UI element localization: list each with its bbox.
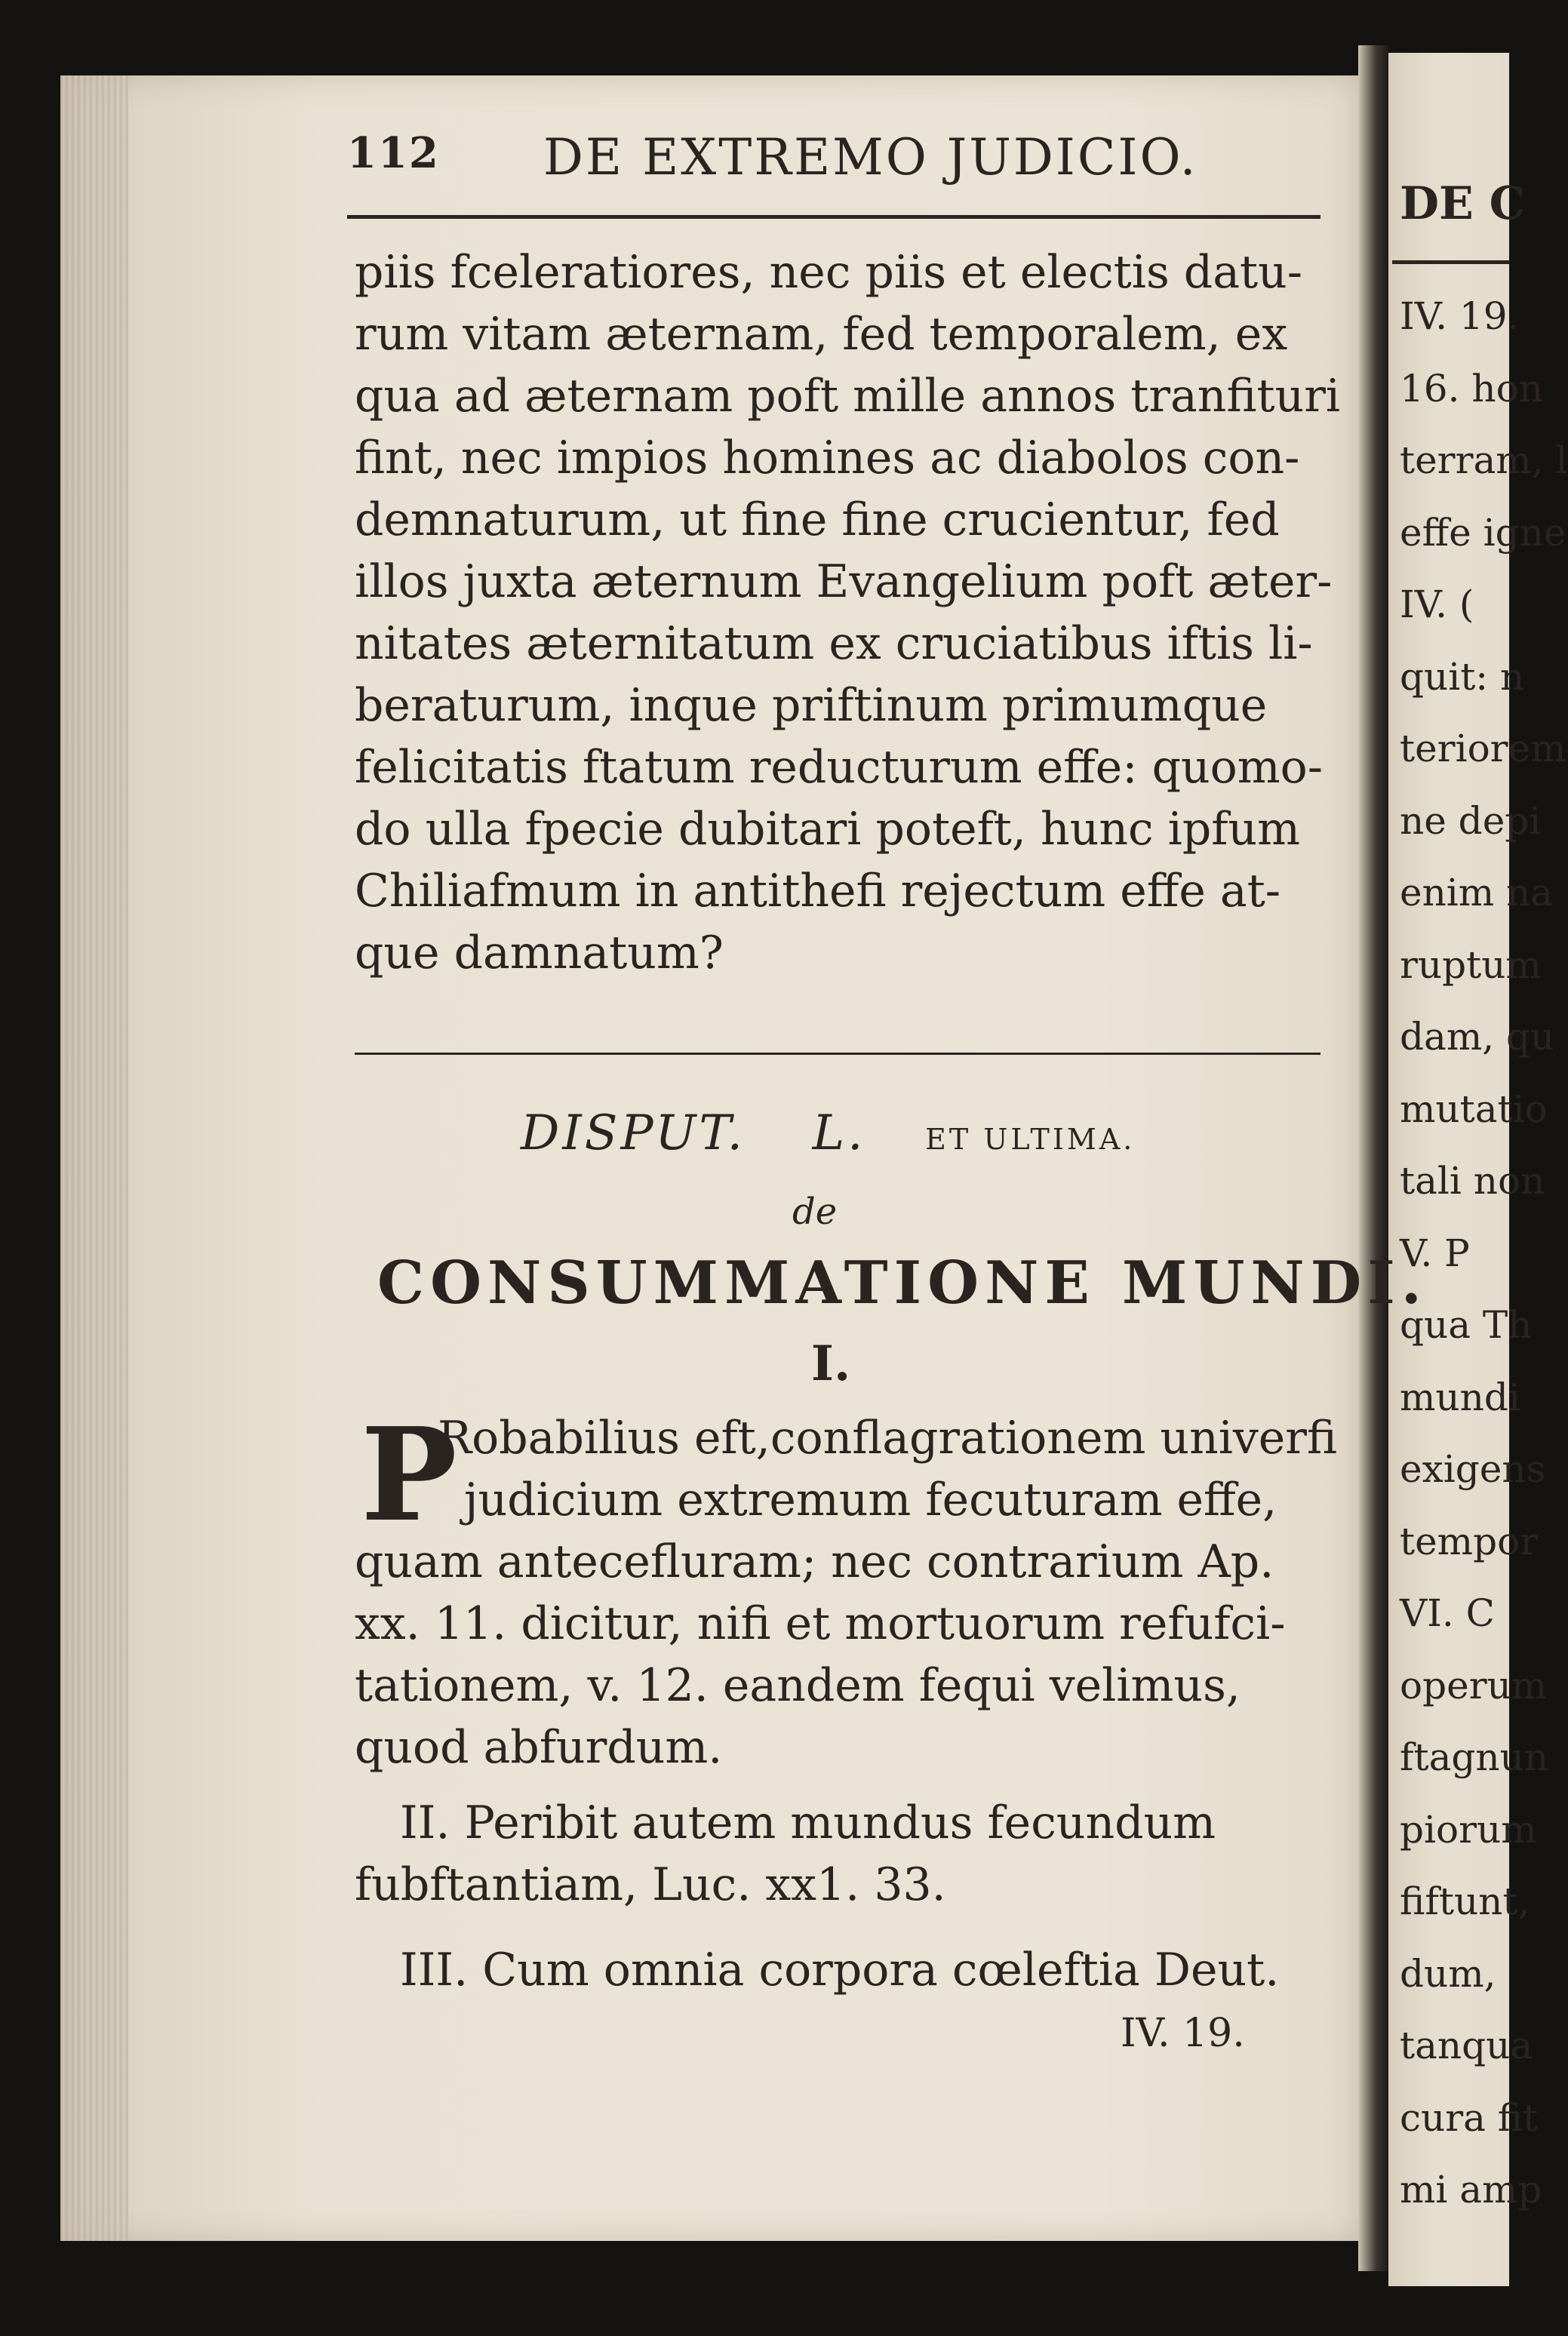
text-line: fint, nec impios homines ac diabolos con-	[355, 432, 1300, 484]
text-line: Robabilius eft,conflagrationem univerfi	[438, 1412, 1338, 1465]
text-line: beraturum, inque priftinum primumque	[355, 679, 1268, 732]
disput-label: DISPUT.	[521, 1105, 746, 1161]
right-page-line: teriorem	[1400, 727, 1566, 770]
running-title: DE EXTREMO JUDICIO.	[543, 128, 1198, 186]
right-page-line: tali non	[1400, 1159, 1545, 1203]
right-page-line: effe igne	[1400, 510, 1566, 555]
page-header	[347, 128, 1328, 196]
right-page-line: cura fit	[1400, 2095, 1539, 2140]
page-number: 112	[347, 128, 440, 178]
right-page-line: dum,	[1400, 1951, 1496, 1996]
text-line: demnaturum, ut fine fine crucientur, fed	[355, 493, 1280, 546]
drop-cap: P	[361, 1400, 457, 1551]
page-edges	[60, 75, 128, 2241]
right-page-line: piorum	[1400, 1807, 1537, 1852]
right-page-line: IV. 19.	[1400, 294, 1520, 338]
disput-number: L.	[812, 1105, 866, 1161]
right-page-line: IV. (	[1400, 582, 1474, 626]
text-line: nitates æternitatum ex cruciatibus iftis li-	[355, 617, 1313, 670]
text-line: judicium extremum fecuturam effe,	[464, 1474, 1277, 1526]
text-line: II. Peribit autem mundus fecundum	[400, 1797, 1216, 1849]
text-line: piis fceleratiores, nec piis et electis datu-	[355, 246, 1303, 299]
section-rule	[355, 1053, 1321, 1055]
text-line: III. Cum omnia corpora cœleftia Deut.	[400, 1944, 1280, 1996]
catchword: IV. 19.	[1121, 2011, 1245, 2056]
right-page-line: mutatio	[1400, 1087, 1548, 1131]
text-line: xx. 11. dicitur, nifi et mortuorum refufci-	[355, 1597, 1286, 1650]
text-line: fubftantiam, Luc. xx1. 33.	[355, 1858, 946, 1911]
text-line: rum vitam æternam, fed temporalem, ex	[355, 308, 1288, 361]
right-page-line: enim na	[1400, 871, 1554, 914]
header-rule	[347, 215, 1321, 219]
disputation-heading	[521, 1105, 1135, 1161]
text-line: do ulla fpecie dubitari poteft, hunc ipfum	[355, 803, 1300, 856]
right-page-line: VI. C	[1400, 1591, 1495, 1635]
right-page-line: tempor	[1400, 1519, 1539, 1563]
de-word: de	[792, 1191, 838, 1233]
right-page-line: quit: n	[1400, 654, 1525, 699]
book-gutter	[1358, 45, 1388, 2271]
right-page-rule	[1392, 260, 1509, 264]
right-page-line: mi amp	[1400, 2168, 1542, 2212]
text-line: que damnatum?	[355, 927, 724, 979]
text-line: illos juxta æternum Evangelium poft æter-	[355, 555, 1333, 608]
text-line: quam antecefluram; nec contrarium Ap.	[355, 1535, 1274, 1588]
text-line: quod abfurdum.	[355, 1721, 723, 1774]
right-page-line: ne depi	[1400, 798, 1542, 843]
right-page-line: tanqua	[1400, 2024, 1533, 2067]
right-page-line: mundi	[1400, 1375, 1520, 1419]
right-page-line: V. P	[1400, 1231, 1470, 1275]
right-page-line: exigens	[1400, 1447, 1546, 1491]
right-page-line: ruptum	[1400, 942, 1542, 987]
right-page-line: ftagnun	[1400, 1735, 1549, 1779]
right-page-line: fiftunt,	[1400, 1880, 1530, 1923]
right-page-line: 16. hon	[1400, 366, 1543, 410]
right-page-header: DE C	[1400, 177, 1526, 230]
text-line: qua ad æternam poft mille annos tranfituri	[355, 370, 1341, 423]
right-page-line: dam, qu	[1400, 1015, 1555, 1059]
text-line: Chiliafmum in antithefi rejectum effe at-	[355, 865, 1281, 917]
right-page-line: terram, l	[1400, 438, 1568, 482]
section-numeral: I.	[811, 1336, 851, 1392]
section-title: CONSUMMATIONE MUNDI.	[377, 1249, 1428, 1317]
text-line: felicitatis ftatum reducturum effe: quomo-	[355, 741, 1324, 794]
right-page-line: operum	[1400, 1663, 1548, 1707]
disput-suffix: ET ULTIMA.	[925, 1123, 1136, 1156]
right-page-line: qua Th	[1400, 1303, 1533, 1347]
text-line: tationem, v. 12. eandem fequi velimus,	[355, 1659, 1241, 1712]
